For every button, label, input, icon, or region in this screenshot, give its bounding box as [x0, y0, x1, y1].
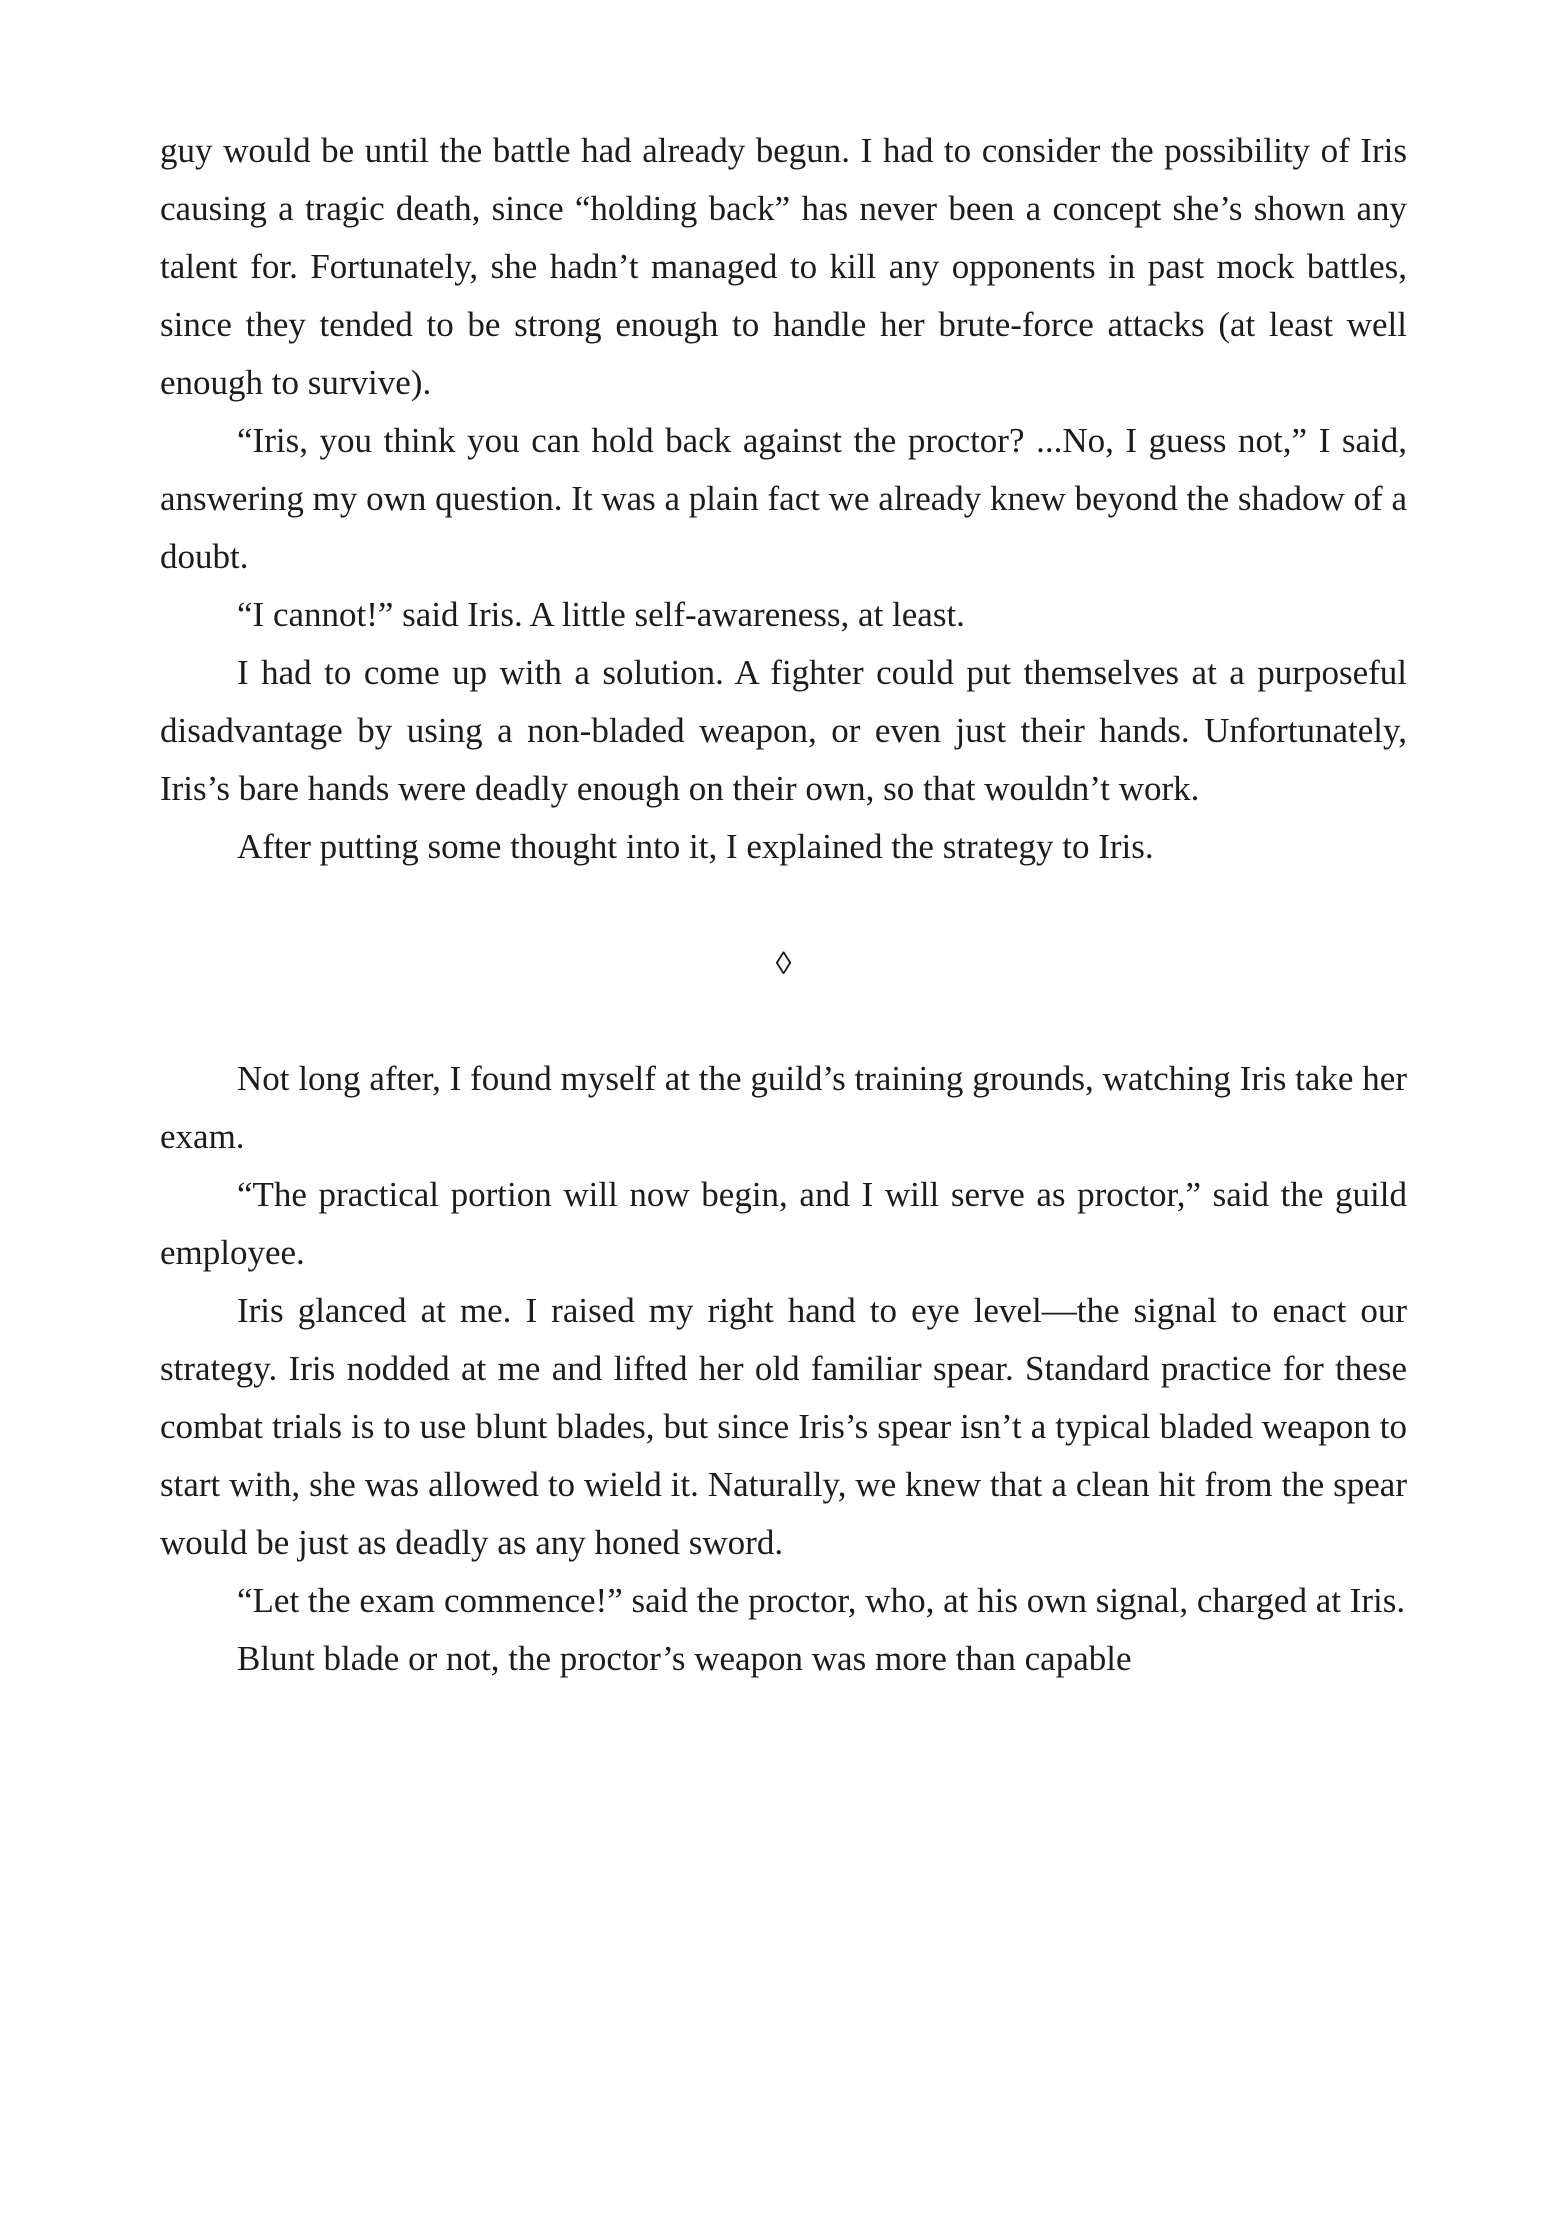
paragraph: guy would be until the battle had already begun. I had to consider the possibility of Iris causing a tragic death, since “holding back” has never been a concept she’s shown any talent for. Fortunately, she hadn’t managed to kill any opponents in past mock battles, since they tended to be strong enough to handle her brute-force attacks (at least well enough to survive).	[160, 131, 1407, 402]
paragraph: Blunt blade or not, the proctor’s weapon was more than capable	[237, 1639, 1132, 1678]
paragraph: “Iris, you think you can hold back against the proctor? ...No, I guess not,” I said, answering my own question. It was a plain fact we already knew beyond the shadow of a doubt.	[160, 421, 1407, 576]
paragraph: After putting some thought into it, I explained the strategy to Iris.	[237, 827, 1154, 866]
paragraph: Iris glanced at me. I raised my right hand to eye level—the signal to enact our strategy. Iris nodded at me and lifted her old familiar spear. Standard practice for these combat trials is to use blunt blades, but since Iris’s spear isn’t a typical bladed weapon to start with, she was allowed to wield it. Naturally, we knew that a clean hit from the spear would be just as deadly as any honed sword.	[160, 1291, 1407, 1562]
paragraph: “I cannot!” said Iris. A little self-awareness, at least.	[237, 595, 965, 634]
paragraph: Not long after, I found myself at the guild’s training grounds, watching Iris take her exam.	[160, 1059, 1407, 1156]
diamond-section-divider-icon: ◊	[775, 945, 792, 981]
paragraph: I had to come up with a solution. A fighter could put themselves at a purposeful disadvantage by using a non-bladed weapon, or even just their hands. Unfortunately, Iris’s bare hands were deadly enough on their own, so that wouldn’t work.	[160, 653, 1407, 808]
paragraph: “Let the exam commence!” said the proctor, who, at his own signal, charged at Iris.	[237, 1581, 1406, 1620]
paragraph: “The practical portion will now begin, and I will serve as proctor,” said the guild employee.	[160, 1175, 1407, 1272]
